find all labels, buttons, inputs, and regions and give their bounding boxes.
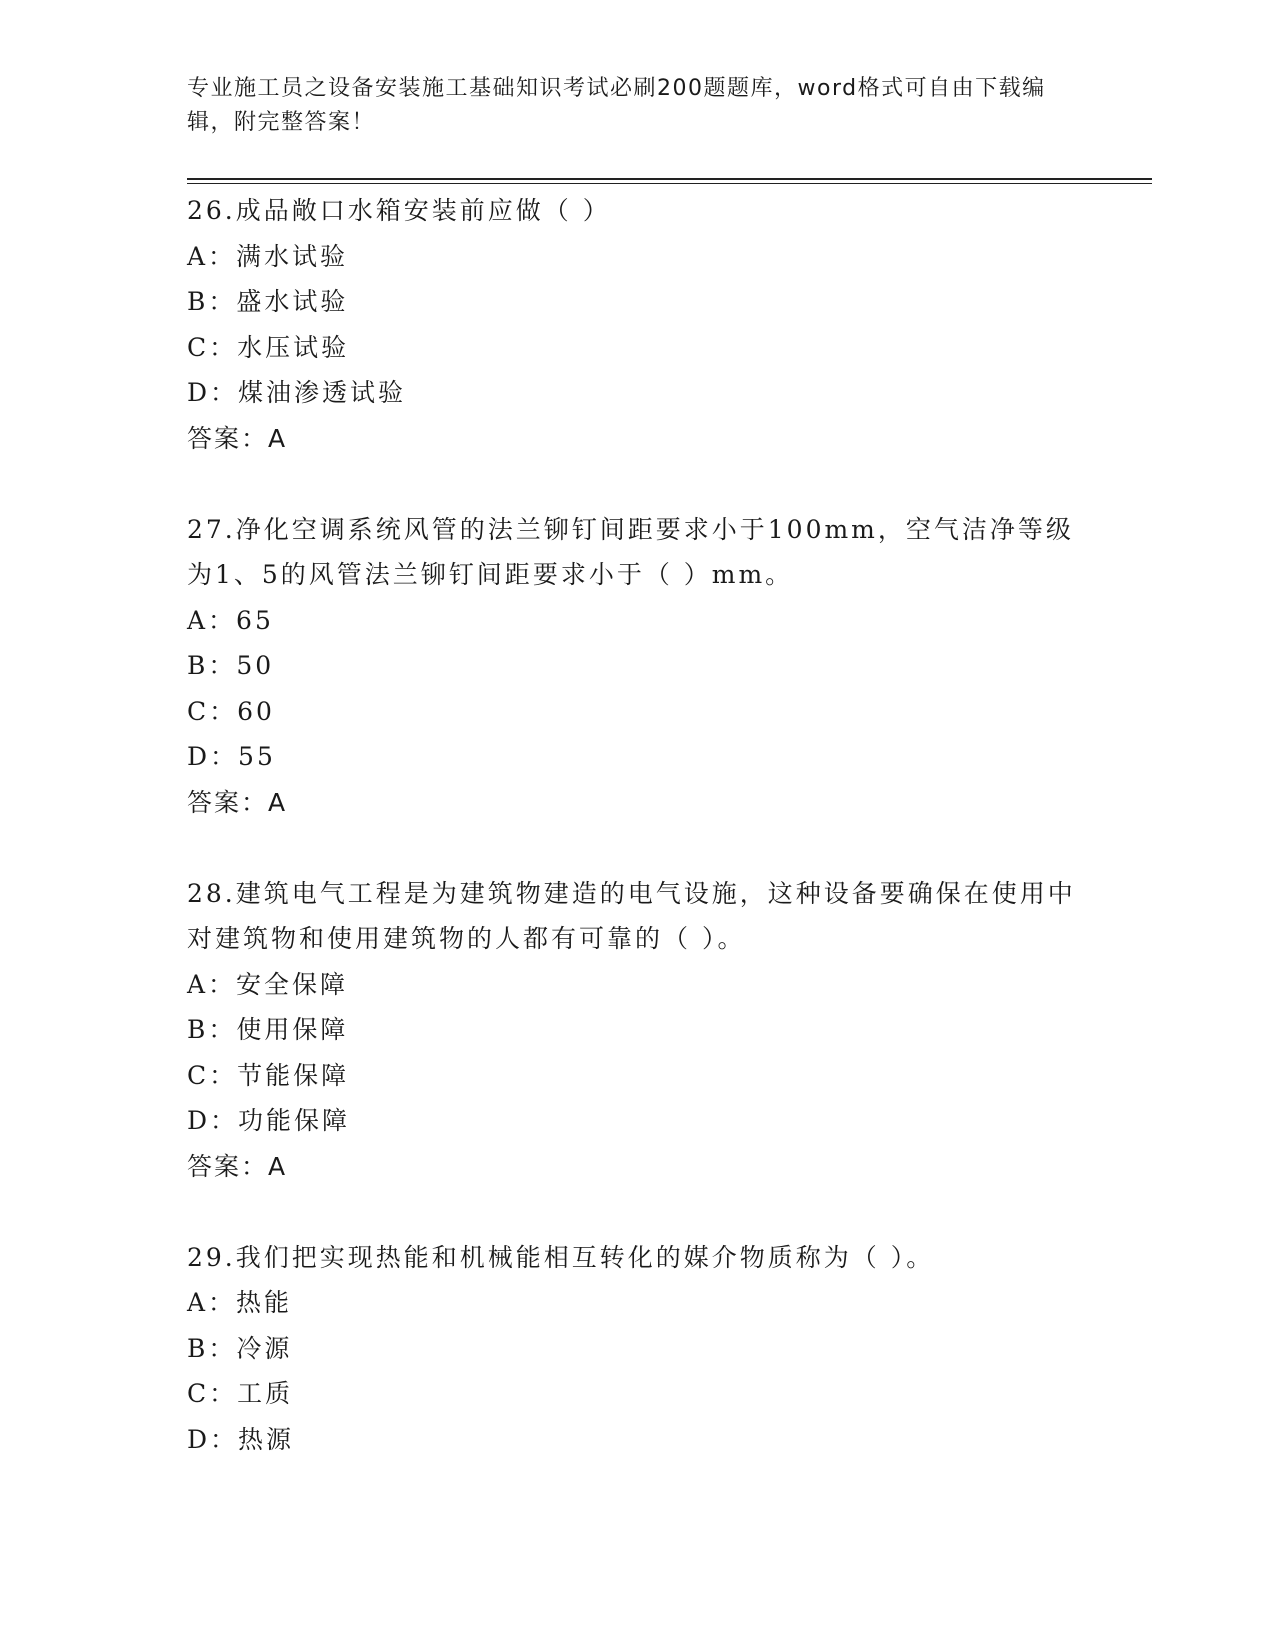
option-d: D：热源 <box>187 1424 295 1454</box>
option-d: D：煤油渗透试验 <box>187 378 407 407</box>
header-divider-thick <box>187 178 1152 180</box>
question-29 <box>187 1235 1087 1463</box>
option-b: B：50 <box>187 651 275 680</box>
option-b: B：使用保障 <box>187 1015 349 1044</box>
option-a: A：满水试验 <box>187 241 349 271</box>
answer-label: 答案：A <box>187 423 288 453</box>
question-28 <box>187 871 1087 1190</box>
question-stem: 26.成品敞口水箱安装前应做（ ） <box>187 196 611 225</box>
question-spacer <box>187 825 1087 871</box>
question-spacer <box>187 461 1087 507</box>
option-b: B：冷源 <box>187 1333 293 1363</box>
question-26 <box>187 188 1087 461</box>
option-c: C：60 <box>187 696 275 726</box>
option-a: A：65 <box>187 605 274 635</box>
question-spacer <box>187 1189 1087 1235</box>
question-27 <box>187 507 1087 826</box>
question-stem: 29.我们把实现热能和机械能相互转化的媒介物质称为（ ）。 <box>187 1242 935 1272</box>
option-c: C：水压试验 <box>187 332 350 362</box>
document-header-title: 专业施工员之设备安装施工基础知识考试必刷200题题库，word格式可自由下载编辑，附完整答案！ <box>187 76 1046 135</box>
answer-label: 答案：A <box>187 1151 288 1181</box>
answer-label: 答案：A <box>187 787 288 817</box>
option-a: A：热能 <box>187 1288 293 1317</box>
option-d: D：功能保障 <box>187 1106 351 1135</box>
option-c: C：工质 <box>187 1379 294 1408</box>
option-a: A：安全保障 <box>187 969 349 999</box>
question-list <box>187 188 1087 1462</box>
option-c: C：节能保障 <box>187 1060 350 1090</box>
option-d: D：55 <box>187 742 276 771</box>
question-stem: 28.建筑电气工程是为建筑物建造的电气设施，这种设备要确保在使用中对建筑物和使用建筑物的人都有可靠的（ ）。 <box>187 878 1076 953</box>
header-divider-thin <box>187 183 1152 184</box>
question-stem: 27.净化空调系统风管的法兰铆钉间距要求小于100mm，空气洁净等级为1、5的风管法兰铆钉间距要求小于（ ）mm。 <box>187 514 1074 589</box>
option-b: B：盛水试验 <box>187 287 349 316</box>
